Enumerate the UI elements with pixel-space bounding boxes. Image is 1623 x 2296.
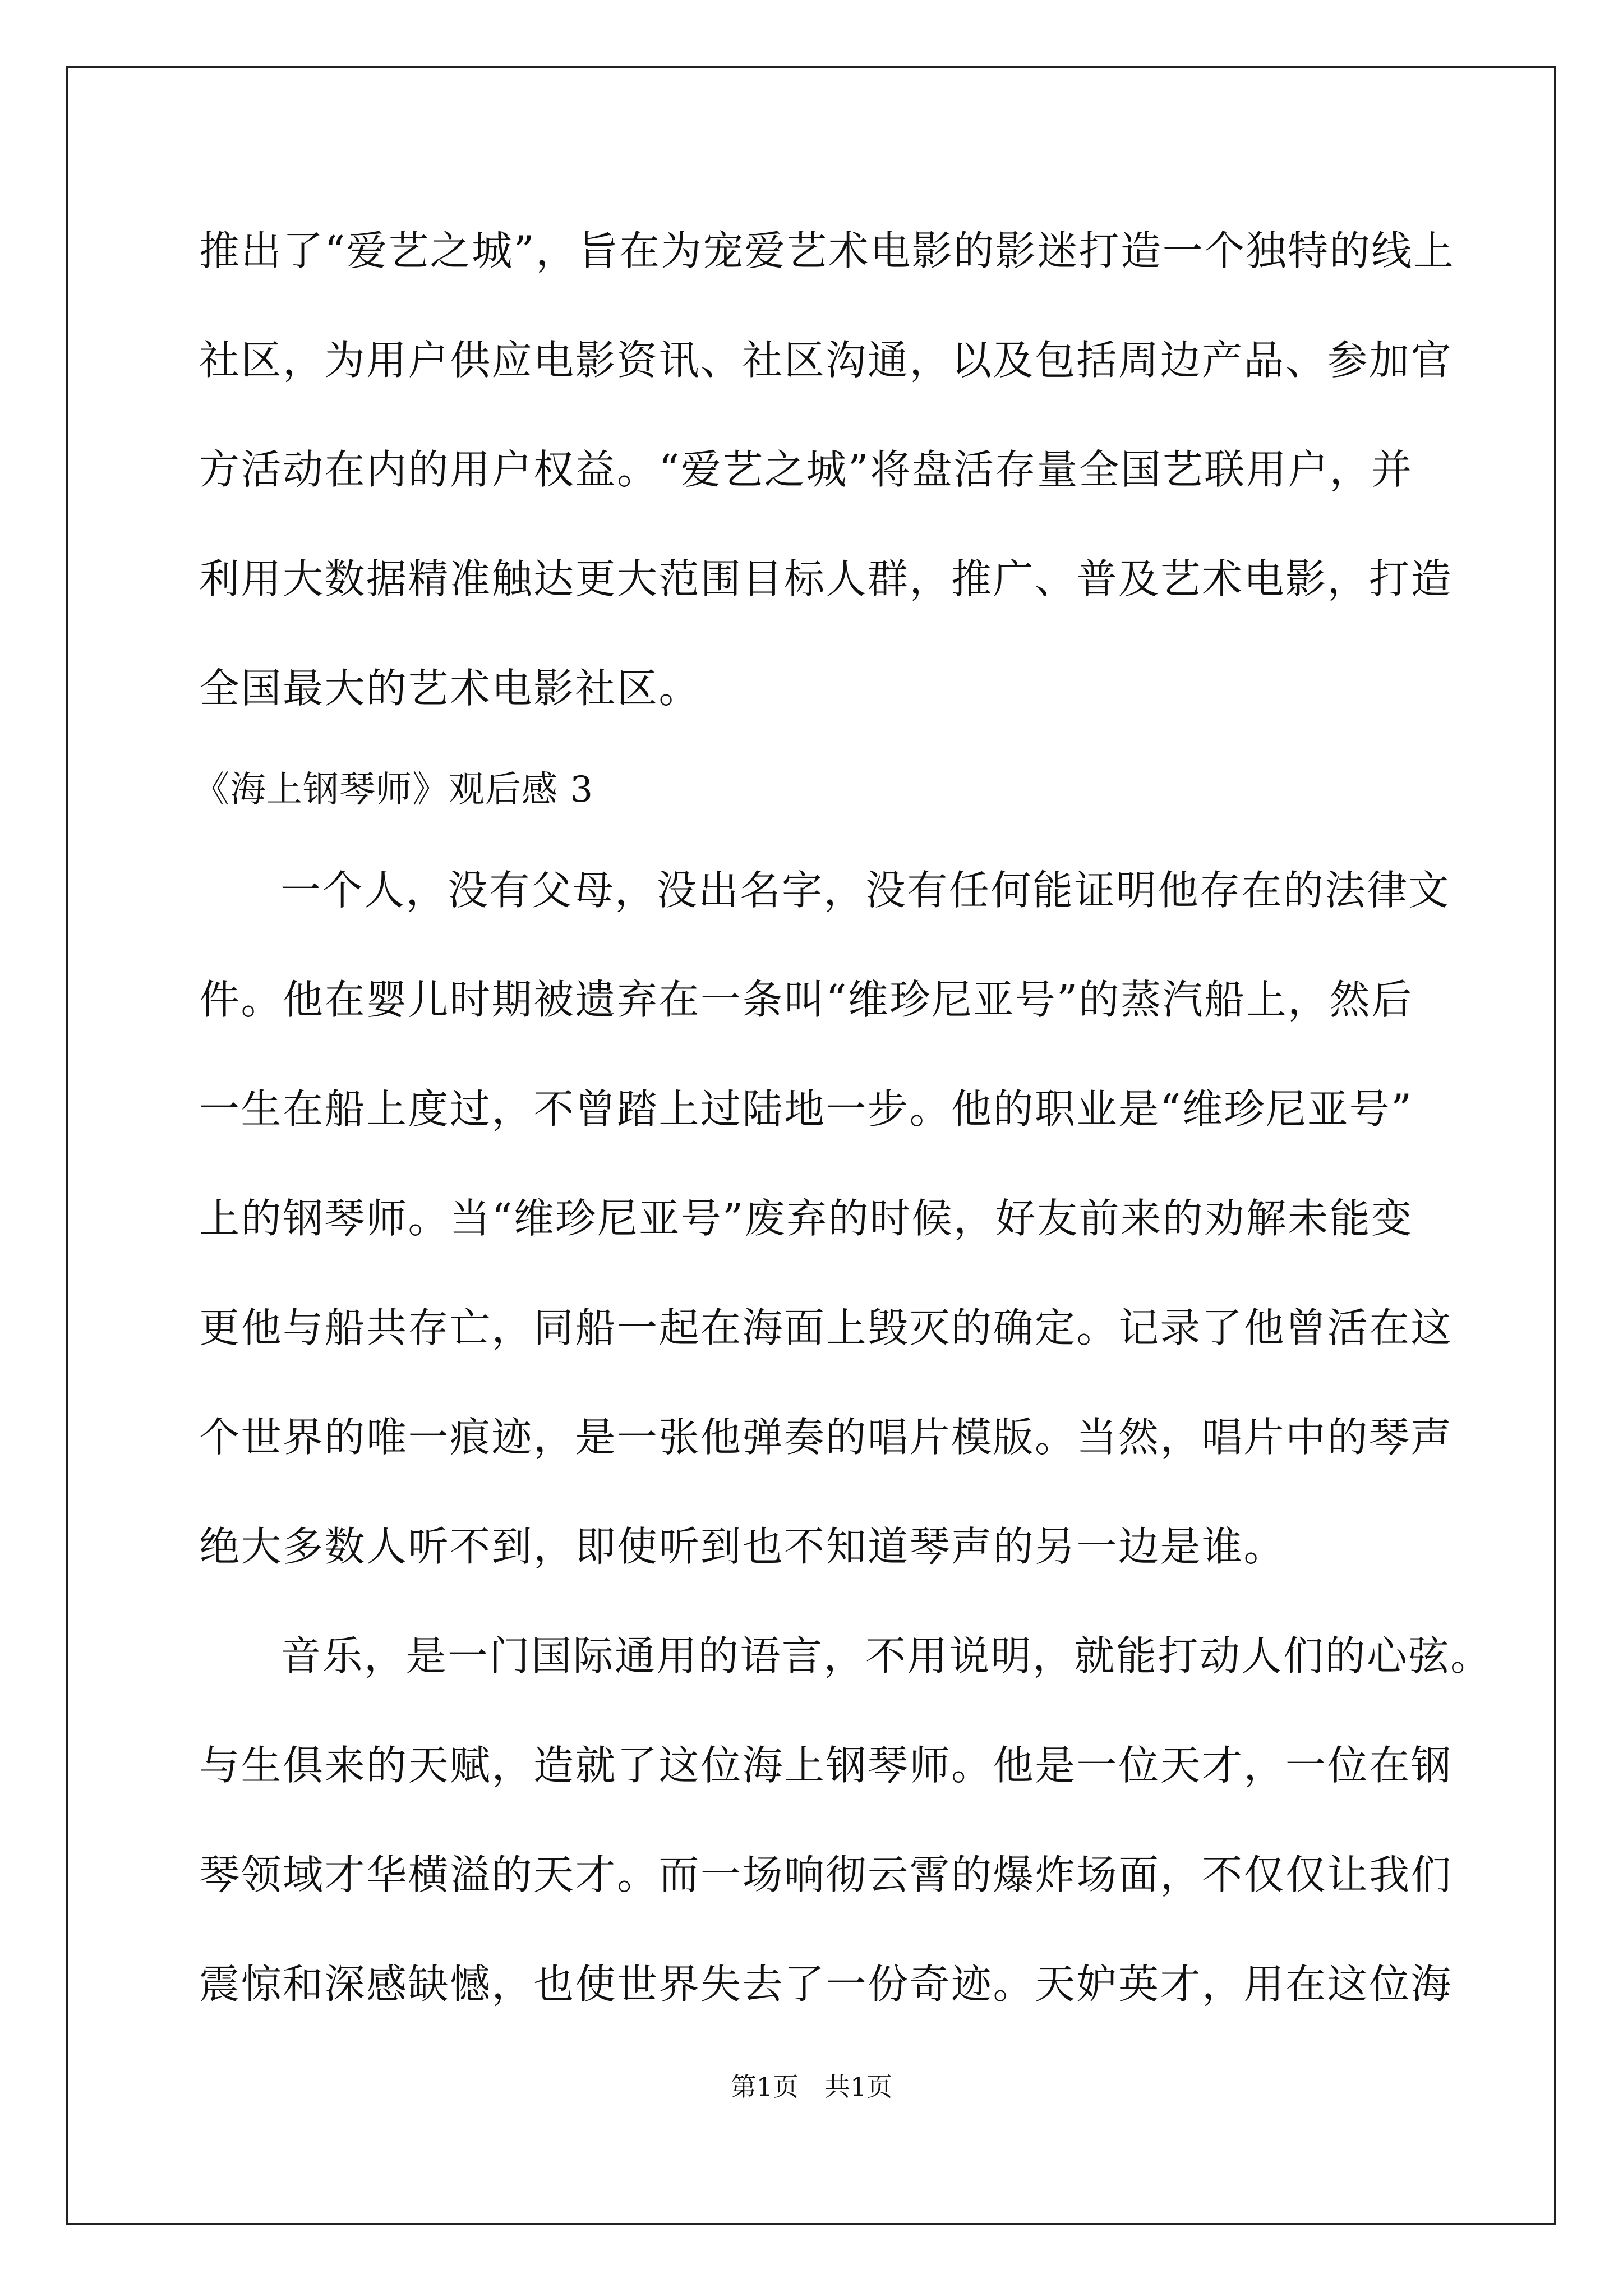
paragraph-1-line-5: 全国最大的艺术电影社区。: [199, 665, 701, 712]
paragraph-2-line-4: 上的钢琴师。当“维珍尼亚号”废弃的时候，好友前来的劝解未能变: [199, 1195, 1413, 1242]
page-footer: 第1页 共1页: [730, 2072, 893, 2102]
paragraph-2-line-2: 件。他在婴儿时期被遗弃在一条叫“维珍尼亚号”的蒸汽船上，然后: [199, 976, 1413, 1023]
paragraph-1-line-1: 推出了“爱艺之城”，旨在为宠爱艺术电影的影迷打造一个独特的线上: [199, 227, 1455, 274]
paragraph-1-line-3: 方活动在内的用户权益。“爱艺之城”将盘活存量全国艺联用户，并: [199, 446, 1413, 493]
paragraph-2-line-5: 更他与船共存亡，同船一起在海面上毁灭的确定。记录了他曾活在这: [199, 1304, 1453, 1351]
paragraph-2-line-6: 个世界的唯一痕迹，是一张他弹奏的唱片模版。当然，唱片中的琴声: [199, 1414, 1453, 1461]
paragraph-3-line-4: 震惊和深感缺憾，也使世界失去了一份奇迹。天妒英才，用在这位海: [199, 1961, 1453, 2008]
section-heading: 《海上钢琴师》观后感 3: [193, 769, 594, 811]
page-border: [66, 66, 1556, 2225]
paragraph-3-line-2: 与生俱来的天赋，造就了这位海上钢琴师。他是一位天才，一位在钢: [199, 1742, 1453, 1789]
paragraph-2-line-7: 绝大多数人听不到，即使听到也不知道琴声的另一边是谁。: [199, 1523, 1286, 1570]
paragraph-1-line-2: 社区，为用户供应电影资讯、社区沟通，以及包括周边产品、参加官: [199, 337, 1453, 384]
paragraph-3-line-1: 音乐，是一门国际通用的语言，不用说明，就能打动人们的心弦。: [280, 1632, 1492, 1680]
paragraph-3-line-3: 琴领域才华横溢的天才。而一场响彻云霄的爆炸场面，不仅仅让我们: [199, 1851, 1453, 1898]
paragraph-1-line-4: 利用大数据精准触达更大范围目标人群，推广、普及艺术电影，打造: [199, 555, 1453, 602]
paragraph-2-line-3: 一生在船上度过，不曾踏上过陆地一步。他的职业是“维珍尼亚号”: [199, 1085, 1413, 1133]
paragraph-2-line-1: 一个人，没有父母，没出名字，没有任何能证明他存在的法律文: [280, 867, 1451, 914]
